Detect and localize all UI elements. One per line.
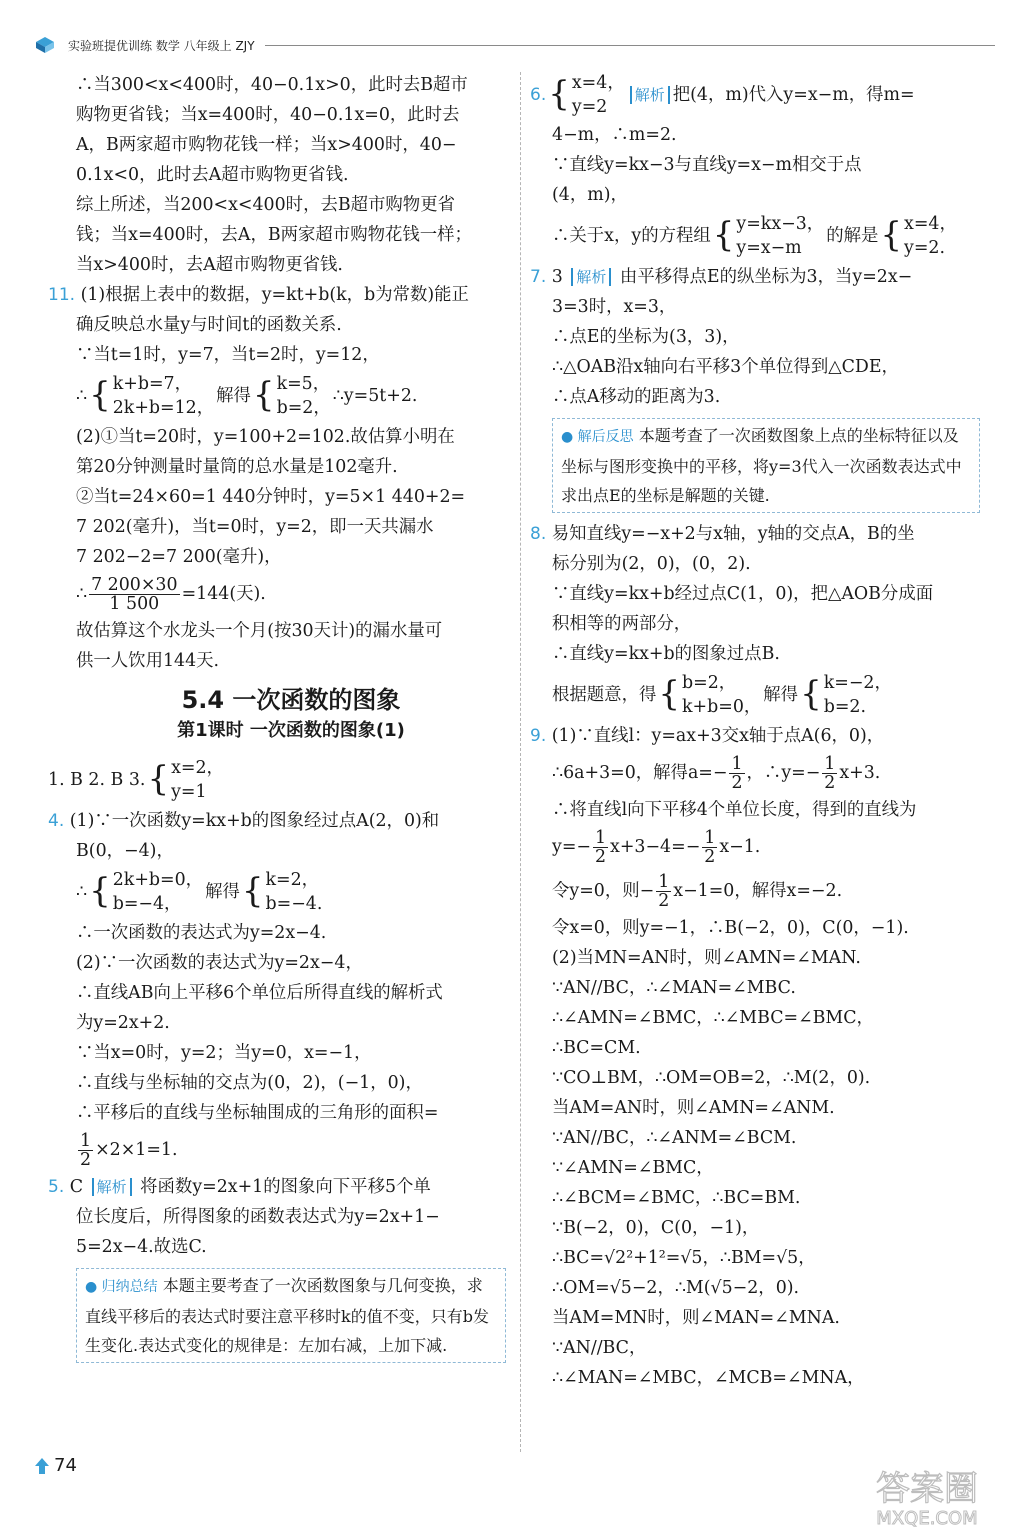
text-line: ∴BC=√2²+1²=√5，∴BM=√5， <box>552 1248 816 1268</box>
text-line: ∵∠AMN=∠BMC， <box>552 1158 714 1178</box>
text-fragment: x+3. <box>839 763 881 783</box>
text-line: ∴OM=√5−2，∴M(√5−2，0). <box>552 1278 800 1298</box>
therefore-symbol: ∴ <box>76 882 88 902</box>
note-text: 本题考查了一次函数图象上点的坐标特征以及坐标与图形变换中的平移，将y=3代入一次函数表达式中求出点E的坐标是解题的关键. <box>561 426 962 505</box>
denominator: 1 500 <box>109 593 160 614</box>
text-fragment: 的解是 <box>826 226 879 246</box>
text-line: ∵当x=0时，y=2；当y=0，x=−1， <box>76 1043 372 1063</box>
equation-system: { b=2， k+b=0， <box>658 673 762 717</box>
numerator: 1 <box>704 827 716 848</box>
text-line: 当AM=AN时，则∠AMN=∠ANM. <box>552 1098 835 1118</box>
text-line: ∴直线与坐标轴的交点为(0，2)，(−1，0)， <box>76 1073 423 1093</box>
watermark-url: MXQE.COM <box>876 1508 978 1529</box>
header-rule <box>265 45 995 46</box>
fraction-line <box>552 751 980 795</box>
fraction-line <box>76 572 506 616</box>
text-fragment: (1)∵直线l：y=ax+3交x轴于点A(6，0)， <box>551 726 885 746</box>
equation-line <box>552 669 980 721</box>
right-column <box>530 70 980 1393</box>
equation-row: x=4， <box>904 214 957 234</box>
text-fragment: 解得 <box>763 685 799 705</box>
equation-row: x=4， <box>571 73 625 93</box>
summary-note-box <box>76 1268 506 1363</box>
text-line: 当AM=MN时，则∠MAN=∠MNA. <box>552 1308 840 1328</box>
text-fragment: x−1=0，解得x=−2. <box>673 881 843 901</box>
text-fragment: x−1. <box>719 837 761 857</box>
analysis-tag: 解析 <box>630 86 670 104</box>
text-fragment: =144(天). <box>181 584 266 604</box>
text-fragment: 将函数y=2x+1的图象向下平移5个单 <box>140 1177 431 1197</box>
solution-system: { k=5， b=2， <box>252 374 331 418</box>
denominator: 2 <box>731 772 743 793</box>
fraction <box>702 829 717 866</box>
text-line: 当x>400时，去A超市购物更省钱. <box>76 255 343 275</box>
header-title: 实验班提优训练 数学 八年级上 ZJY <box>68 38 255 53</box>
analysis-tag: 解析 <box>92 1178 132 1196</box>
answers-1-3 <box>48 754 506 806</box>
fraction <box>89 576 180 613</box>
equation-line <box>552 210 980 262</box>
equation-row: k+b=0， <box>682 697 762 717</box>
text-fragment: x+3−4=− <box>610 837 701 857</box>
text-line: A，B两家超市购物花钱一样；当x>400时，40− <box>76 135 457 155</box>
text-line: ∵AN//BC，∴∠ANM=∠BCM. <box>552 1128 797 1148</box>
numerator: 1 <box>731 753 743 774</box>
text-line: 确反映总水量y与时间t的函数关系. <box>76 315 342 335</box>
page-header <box>34 34 995 56</box>
text-line: 钱；当x=400时，去A，B两家超市购物花钱一样； <box>76 225 472 245</box>
question-number: 4. <box>48 811 65 831</box>
solution-system: { k=2， b=−4. <box>241 870 323 914</box>
question-8 <box>530 519 980 549</box>
text-line: ∴∠MAN=∠MBC，∠MCB=∠MNA， <box>552 1368 865 1388</box>
equation-row: x=2， <box>171 758 224 778</box>
text-fragment: 易知直线y=−x+2与x轴，y轴的交点A，B的坐 <box>551 524 915 544</box>
text-line: (2)当MN=AN时，则∠AMN=∠MAN. <box>552 948 861 968</box>
text-line: ∴直线y=kx+b的图象过点B. <box>552 644 780 664</box>
numerator: 1 <box>824 753 836 774</box>
text-line: ∵直线y=kx−3与直线y=x−m相交于点 <box>552 155 862 175</box>
text-fragment: 根据题意，得 <box>552 685 657 705</box>
text-fragment: ∴关于x，y的方程组 <box>552 226 711 246</box>
fraction-line <box>552 869 980 913</box>
denominator: 2 <box>658 890 670 911</box>
numerator: 1 <box>80 1130 92 1151</box>
column-divider <box>520 72 521 1452</box>
text-line: 位长度后，所得图象的函数表达式为y=2x+1− <box>76 1207 440 1227</box>
text-line: 5=2x−4.故选C. <box>76 1237 207 1257</box>
text-line: (2)∵一次函数的表达式为y=2x−4， <box>76 953 363 973</box>
equation-row: b=−4. <box>265 894 323 914</box>
text-line: ∴将直线l向下平移4个单位长度，得到的直线为 <box>552 800 917 820</box>
text-line: ∴∠BCM=∠BMC，∴BC=BM. <box>552 1188 801 1208</box>
text-line: 为y=2x+2. <box>76 1013 170 1033</box>
text-line: ∵B(−2，0)，C(0，−1)， <box>552 1218 760 1238</box>
solution-system: { x=4， y=2 <box>548 73 625 117</box>
up-arrow-icon <box>34 1457 50 1475</box>
denominator: 2 <box>80 1149 92 1170</box>
numerator: 1 <box>658 871 670 892</box>
equation-row: k+b=7， <box>112 374 192 394</box>
text-line: ∵直线y=kx+b经过点C(1，0)，把△AOB分成面 <box>552 584 934 604</box>
text-line: (2)①当t=20时，y=100+2=102.故估算小明在 <box>76 427 455 447</box>
text-fragment: ∴6a+3=0，解得a=− <box>552 763 728 783</box>
text-line: ∴一次函数的表达式为y=2x−4. <box>76 923 327 943</box>
text-fragment: 1. B 2. B 3. <box>48 770 146 790</box>
equation-row: k=2， <box>265 870 320 890</box>
text-line: ∴点A移动的距离为3. <box>552 387 721 407</box>
text-fragment: y=− <box>552 837 591 857</box>
text-fragment: ×2×1=1. <box>95 1140 178 1160</box>
question-11 <box>48 280 506 310</box>
denominator: 2 <box>594 846 607 867</box>
reflection-note-box <box>552 418 980 513</box>
solution-system: { x=2， y=1 <box>147 758 224 802</box>
text-line: ②当t=24×60=1 440分钟时，y=5×1 440+2= <box>76 487 466 507</box>
text-fragment: 解得 <box>205 882 240 902</box>
text-line: ∴BC=CM. <box>552 1038 641 1058</box>
solution-system: { x=4， y=2. <box>880 214 957 258</box>
text-line: 4−m，∴m=2. <box>552 125 677 145</box>
text-fragment: 解得 <box>216 386 251 406</box>
fraction <box>656 873 671 910</box>
note-text: 本题主要考查了一次函数图象与几何变换，求直线平移后的表达式时要注意平移时k的值不变，只有b发生变化.表达式变化的规律是：左加右减，上加下减. <box>85 1276 489 1355</box>
equation-row: k=−2， <box>823 673 892 693</box>
lesson-title: 第1课时 一次函数的图象(1) <box>177 720 405 741</box>
equation-row: 2k+b=0， <box>112 870 204 890</box>
text-line: 7 202−2=7 200(毫升)， <box>76 547 282 567</box>
note-label: ● 解后反思 <box>561 429 634 445</box>
analysis-tag: 解析 <box>571 268 611 286</box>
numerator: 7 200×30 <box>91 574 178 595</box>
book-logo-icon <box>34 36 56 54</box>
question-number: 11. <box>48 285 76 305</box>
text-fragment: ∴y=5t+2. <box>332 386 418 406</box>
question-4 <box>48 806 506 836</box>
text-line: ∵当t=1时，y=7，当t=2时，y=12， <box>76 345 380 365</box>
text-line: 3=3时，x=3， <box>552 297 677 317</box>
text-line: 购物更省钱；当x=400时，40−0.1x=0，此时去 <box>76 105 460 125</box>
text-line: ∵AN//BC，∴∠MAN=∠MBC. <box>552 978 796 998</box>
text-line: ∵AN//BC， <box>552 1338 647 1358</box>
question-number: 9. <box>530 726 547 746</box>
text-line: 第20分钟测量时量筒的总水量是102毫升. <box>76 457 398 477</box>
numerator: 1 <box>594 827 607 848</box>
question-number: 7. <box>530 267 547 287</box>
equation-row: b=−4， <box>112 894 182 914</box>
equation-row: y=2 <box>571 97 608 117</box>
equation-row: y=x−m <box>736 238 802 258</box>
equation-row: k=5， <box>276 374 331 394</box>
text-line: ∵CO⊥BM，∴OM=OB=2，∴M(2，0). <box>552 1068 871 1088</box>
text-fragment: 令y=0，则− <box>552 881 655 901</box>
question-6 <box>530 70 980 120</box>
equation-row: b=2， <box>682 673 737 693</box>
fraction-line <box>76 1128 506 1172</box>
answer-choice: C <box>69 1177 84 1197</box>
solution-system: { k=−2， b=2. <box>800 673 892 717</box>
text-fragment: 把(4，m)代入y=x−m，得m= <box>672 85 915 105</box>
fraction <box>593 829 608 866</box>
fraction <box>78 1132 93 1169</box>
text-line: 7 202(毫升)，当t=0时，y=2，即一天共漏水 <box>76 517 434 537</box>
text-line: 供一人饮用144天. <box>76 651 220 671</box>
question-number: 6. <box>530 85 547 105</box>
page-number: 74 <box>54 1455 77 1476</box>
text-line: (1)根据上表中的数据，y=kt+b(k，b为常数)能正 <box>80 285 469 305</box>
page-footer <box>34 1455 77 1476</box>
denominator: 2 <box>824 772 836 793</box>
note-label: ● 归纳总结 <box>85 1279 158 1295</box>
text-line: 故估算这个水龙头一个月(按30天计)的漏水量可 <box>76 621 443 641</box>
denominator: 2 <box>704 846 716 867</box>
equation-system: { 2k+b=0， b=−4， <box>89 870 204 914</box>
note-label-text: 归纳总结 <box>101 1279 158 1295</box>
text-fragment: ，∴y=− <box>746 763 821 783</box>
question-number: 5. <box>48 1177 65 1197</box>
text-fragment: 由平移得点E的纵坐标为3，当y=2x− <box>619 267 913 287</box>
fraction <box>729 755 744 792</box>
note-label-text: 解后反思 <box>577 429 634 445</box>
text-line: ∴△OAB沿x轴向右平移3个单位得到△CDE， <box>552 357 899 377</box>
text-line: 综上所述，当200<x<400时，去B超市购物更省 <box>76 195 455 215</box>
question-number: 8. <box>530 524 547 544</box>
question-5 <box>48 1172 506 1202</box>
therefore-symbol: ∴ <box>76 386 88 406</box>
section-title: 5.4 一次函数的图象 <box>181 686 401 714</box>
text-line: 标分别为(2，0)，(0，2). <box>552 554 751 574</box>
equation-row: b=2， <box>276 398 331 418</box>
text-line: ∴直线AB向上平移6个单位后所得直线的解析式 <box>76 983 443 1003</box>
equation-system: { y=kx−3， y=x−m <box>712 214 825 258</box>
text-line: 0.1x<0，此时去A超市购物更省钱. <box>76 165 349 185</box>
equation-line <box>76 370 506 422</box>
question-9 <box>530 721 980 751</box>
answer-value: 3 <box>551 267 563 287</box>
text-line: B(0，−4)， <box>76 841 174 861</box>
fraction <box>822 755 837 792</box>
text-line: (4，m)， <box>552 185 628 205</box>
watermark-logo <box>837 1460 1017 1530</box>
equation-row: y=2. <box>904 238 946 258</box>
equation-row: 2k+b=12， <box>112 398 215 418</box>
text-line: ∴点E的坐标为(3，3)， <box>552 327 740 347</box>
fraction-line <box>552 825 980 869</box>
text-line: 积相等的两部分， <box>552 614 692 634</box>
question-7 <box>530 262 980 292</box>
text-line: ∴当300<x<400时，40−0.1x>0，此时去B超市 <box>76 75 468 95</box>
equation-system: { k+b=7， 2k+b=12， <box>89 374 215 418</box>
equation-row: y=1 <box>171 782 207 802</box>
equation-row: y=kx−3， <box>736 214 825 234</box>
left-column <box>48 70 506 1369</box>
text-line: ∴∠AMN=∠BMC，∴∠MBC=∠BMC， <box>552 1008 874 1028</box>
text-line: 令x=0，则y=−1，∴B(−2，0)，C(0，−1). <box>552 918 909 938</box>
watermark-text: 答案圈 <box>876 1469 978 1509</box>
therefore-symbol: ∴ <box>76 584 88 604</box>
equation-row: b=2. <box>823 697 867 717</box>
text-line: (1)∵一次函数y=kx+b的图象经过点A(2，0)和 <box>69 811 440 831</box>
text-line: ∴平移后的直线与坐标轴围成的三角形的面积= <box>76 1103 439 1123</box>
equation-line <box>76 866 506 918</box>
